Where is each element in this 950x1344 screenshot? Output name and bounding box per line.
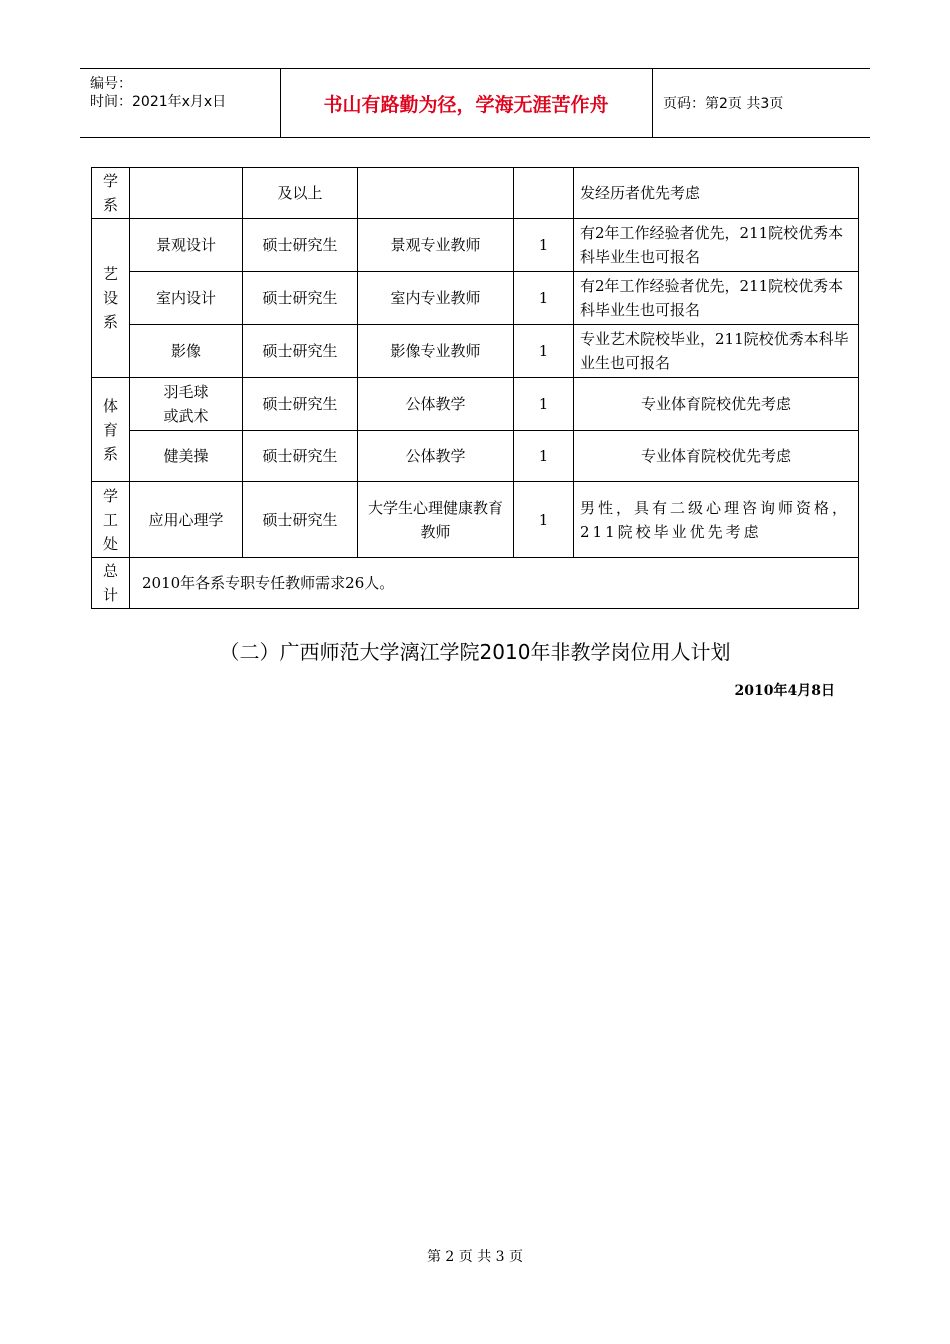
post-cell: 景观专业教师	[358, 219, 514, 272]
header-motto: 书山有路勤为径，学海无涯苦作舟	[280, 69, 653, 137]
major-cell: 健美操	[130, 431, 243, 482]
table-row	[92, 272, 859, 325]
count-cell	[514, 168, 574, 219]
degree-cell: 及以上	[243, 168, 358, 219]
major-cell: 影像	[130, 325, 243, 378]
table-row	[92, 219, 859, 272]
dept-cell: 学 工 处	[92, 482, 130, 558]
degree-cell: 硕士研究生	[243, 219, 358, 272]
page-footer: 第 2 页 共 3 页	[426, 1249, 524, 1265]
post-cell: 公体教学	[358, 378, 514, 431]
degree-cell: 硕士研究生	[243, 378, 358, 431]
dept-cell: 学 系	[92, 168, 130, 219]
number-label: 编号：	[90, 76, 132, 92]
note-cell: 男性，具有二级心理咨询师资格，211院校毕业优先考虑	[574, 482, 859, 558]
count-cell: 1	[514, 219, 574, 272]
total-text-cell: 2010年各系专职专任教师需求26人。	[130, 558, 859, 609]
time-label: 时间：2021年x月x日	[90, 94, 227, 110]
post-cell: 影像专业教师	[358, 325, 514, 378]
note-cell: 有2年工作经验者优先，211院校优秀本科毕业生也可报名	[574, 219, 859, 272]
table-row	[92, 325, 859, 378]
dept-cell: 艺 设 系	[92, 219, 130, 378]
header-page-info: 页码：第2页 共3页	[663, 96, 784, 112]
degree-cell: 硕士研究生	[243, 272, 358, 325]
degree-cell: 硕士研究生	[243, 431, 358, 482]
table-row	[92, 431, 859, 482]
major-cell: 景观设计	[130, 219, 243, 272]
count-cell: 1	[514, 325, 574, 378]
post-cell: 室内专业教师	[358, 272, 514, 325]
header-meta	[80, 69, 281, 137]
note-cell: 发经历者优先考虑	[574, 168, 859, 219]
note-cell: 有2年工作经验者优先，211院校优秀本科毕业生也可报名	[574, 272, 859, 325]
note-cell: 专业艺术院校毕业，211院校优秀本科毕业生也可报名	[574, 325, 859, 378]
total-label-cell: 总 计	[92, 558, 130, 609]
count-cell: 1	[514, 431, 574, 482]
dept-cell: 体 育 系	[92, 378, 130, 482]
page-header	[80, 68, 870, 138]
post-cell: 大学生心理健康教育教师	[358, 482, 514, 558]
section-date: 2010年4月8日	[734, 683, 835, 699]
post-cell	[358, 168, 514, 219]
table-row	[92, 558, 859, 609]
degree-cell: 硕士研究生	[243, 482, 358, 558]
post-cell: 公体教学	[358, 431, 514, 482]
table-row	[92, 168, 859, 219]
degree-cell: 硕士研究生	[243, 325, 358, 378]
note-cell: 专业体育院校优先考虑	[574, 431, 859, 482]
table-row	[92, 482, 859, 558]
major-cell: 应用心理学	[130, 482, 243, 558]
count-cell: 1	[514, 482, 574, 558]
table-row	[92, 378, 859, 431]
count-cell: 1	[514, 272, 574, 325]
note-cell: 专业体育院校优先考虑	[574, 378, 859, 431]
section-title: （二）广西师范大学漓江学院2010年非教学岗位用人计划	[219, 640, 731, 664]
major-cell: 羽毛球 或武术	[130, 378, 243, 431]
major-cell	[130, 168, 243, 219]
count-cell: 1	[514, 378, 574, 431]
major-cell: 室内设计	[130, 272, 243, 325]
recruitment-table	[91, 167, 859, 609]
